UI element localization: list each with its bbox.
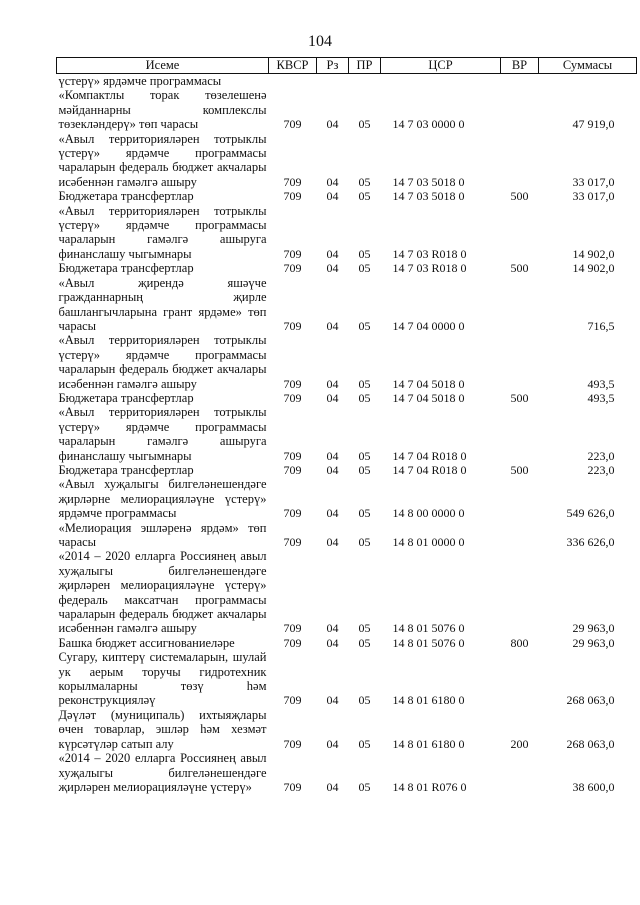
cell-vr: 500 [510, 189, 529, 204]
cell-kvsr: 709 [283, 736, 302, 751]
cell-pr: 05 [358, 635, 371, 650]
cell-rz: 04 [326, 246, 339, 261]
table-row [57, 405, 637, 463]
page-number: 104 [308, 33, 332, 50]
cell-rz: 04 [326, 506, 339, 521]
table-row [57, 74, 637, 89]
cell-sum [539, 74, 637, 89]
cell-kvsr: 709 [283, 462, 302, 477]
cell-csr: 14 8 00 0000 0 [392, 506, 465, 521]
cell-vr [501, 650, 539, 708]
cell-vr [501, 74, 539, 89]
table-body [57, 74, 637, 795]
cell-vr [501, 549, 539, 635]
cell-pr: 05 [358, 693, 371, 708]
cell-csr: 14 7 04 5018 0 [392, 390, 465, 405]
cell-pr: 05 [358, 448, 371, 463]
cell-pr: 05 [358, 506, 371, 521]
cell-pr: 05 [358, 736, 371, 751]
cell-csr: 14 8 01 5076 0 [392, 621, 465, 636]
cell-pr: 05 [358, 621, 371, 636]
cell-name: Бюджетара трансфертлар [58, 462, 194, 477]
table-row [57, 189, 637, 203]
cell-rz: 04 [326, 318, 339, 333]
table-row [57, 391, 637, 405]
cell-csr: 14 8 01 6180 0 [392, 736, 465, 751]
cell-csr: 14 8 01 5076 0 [392, 635, 465, 650]
table-row [57, 132, 637, 190]
cell-kvsr: 709 [283, 261, 302, 276]
cell-rz: 04 [326, 462, 339, 477]
cell-rz: 04 [326, 117, 339, 132]
cell-vr [501, 521, 539, 550]
cell-kvsr: 709 [283, 318, 302, 333]
cell-name: Дәүләт (муниципаль) ихтыяҗлары өчен товарлар, эшләр һәм хезмәт күрсәтүләр сатып алу [58, 707, 267, 751]
budget-table [56, 57, 637, 794]
cell-sum: 33 017,0 [572, 174, 615, 189]
cell-rz: 04 [326, 621, 339, 636]
cell-rz: 04 [326, 779, 339, 794]
table-row [57, 549, 637, 635]
cell-sum: 336 626,0 [566, 535, 615, 549]
table-row [57, 708, 637, 751]
table-row [57, 636, 637, 650]
cell-pr: 05 [358, 189, 371, 204]
table-row [57, 261, 637, 275]
cell-rz: 04 [326, 261, 339, 276]
cell-csr: 14 7 03 R018 0 [392, 261, 467, 276]
table-row [57, 204, 637, 262]
cell-name: Бюджетара трансфертлар [58, 261, 194, 276]
cell-sum: 33 017,0 [572, 189, 615, 204]
cell-kvsr: 709 [283, 635, 302, 650]
cell-sum: 38 600,0 [572, 779, 615, 794]
cell-name: Сугару, киптерү системаларын, шулай ук аерым торучы гидротехник корылмаларны төзү һәм реконструкцияләү [58, 650, 267, 708]
cell-vr [501, 204, 539, 262]
cell-kvsr: 709 [283, 390, 302, 405]
cell-rz: 04 [326, 535, 339, 549]
cell-sum: 29 963,0 [572, 621, 615, 636]
cell-csr: 14 7 04 5018 0 [392, 376, 465, 391]
cell-kvsr: 709 [283, 117, 302, 132]
cell-sum: 716,5 [587, 318, 615, 333]
cell-sum: 549 626,0 [566, 506, 615, 521]
cell-name: «Авыл территорияләрен тотрыклы үстерү» ярдәмче программасы чараларын федераль бюджет акчалары исәбеннән гамәлгә ашыру [58, 131, 267, 189]
cell-name: Башка бюджет ассигнованиеләре [58, 635, 235, 650]
cell-csr: 14 7 04 R018 0 [392, 462, 467, 477]
cell-kvsr: 709 [283, 535, 302, 549]
cell-name: үстерү» ярдәмче программасы [58, 74, 222, 88]
cell-kvsr: 709 [283, 174, 302, 189]
cell-vr [501, 132, 539, 190]
cell-name: «Авыл территорияләрен тотрыклы үстерү» ярдәмче программасы чараларын гамәлгә ашыруга финанслашу чыгымнары [58, 203, 267, 261]
cell-name: «2014 – 2020 елларга Россиянең авыл хуҗалыгы билгеләнешендәге җирләрен мелиорацияләүне үстерү» федераль максатчан программасы чараларын федераль бюджет акчалары исәбеннән гамәлгә ашыру [58, 549, 267, 636]
cell-pr [349, 74, 381, 89]
cell-vr [501, 751, 539, 794]
header-rz: Рз [317, 58, 349, 74]
cell-vr: 800 [510, 635, 529, 650]
cell-pr: 05 [358, 318, 371, 333]
cell-rz: 04 [326, 736, 339, 751]
cell-csr: 14 7 03 5018 0 [392, 174, 465, 189]
header-name: Исеме [57, 58, 269, 74]
cell-csr: 14 8 01 R076 0 [392, 779, 467, 794]
cell-pr: 05 [358, 246, 371, 261]
cell-sum: 493,5 [587, 376, 615, 391]
cell-kvsr [269, 74, 317, 89]
header-csr: ЦСР [381, 58, 501, 74]
cell-name: «2014 – 2020 елларга Россиянең авыл хуҗалыгы билгеләнешендәге җирләрен мелиорацияләүне үстерү» [58, 751, 267, 794]
cell-sum: 268 063,0 [566, 736, 615, 751]
cell-name: «Авыл территорияләрен тотрыклы үстерү» ярдәмче программасы чараларын гамәлгә ашыруга финанслашу чыгымнары [58, 405, 267, 463]
cell-name: «Компактлы торак төзелешенә мәйданнарны комплекслы төзекләндерү» төп чарасы [58, 88, 267, 132]
cell-vr: 200 [510, 736, 529, 751]
cell-kvsr: 709 [283, 693, 302, 708]
cell-kvsr: 709 [283, 621, 302, 636]
table-header [57, 58, 637, 74]
cell-kvsr: 709 [283, 779, 302, 794]
cell-csr [381, 74, 501, 89]
cell-vr: 500 [510, 261, 529, 276]
table-row [57, 88, 637, 131]
cell-pr: 05 [358, 535, 371, 549]
cell-pr: 05 [358, 174, 371, 189]
cell-sum: 223,0 [587, 448, 615, 463]
table-row [57, 276, 637, 334]
table-row [57, 521, 637, 550]
header-vr: ВР [501, 58, 539, 74]
cell-vr [501, 477, 539, 520]
cell-vr [501, 276, 539, 334]
cell-name: Бюджетара трансфертлар [58, 189, 194, 204]
cell-csr: 14 8 01 0000 0 [392, 535, 465, 549]
cell-sum: 493,5 [587, 390, 615, 405]
cell-name: «Авыл җирендә яшәүче гражданнарның җирле башлангычларына грант ярдәме» төп чарасы [58, 275, 267, 333]
cell-vr: 500 [510, 390, 529, 405]
cell-vr [501, 333, 539, 391]
cell-rz: 04 [326, 448, 339, 463]
header-pr: ПР [349, 58, 381, 74]
cell-pr: 05 [358, 117, 371, 132]
cell-csr: 14 7 04 0000 0 [392, 318, 465, 333]
cell-name: «Мелиорация эшләренә ярдәм» төп чарасы [58, 520, 267, 549]
cell-csr: 14 7 03 5018 0 [392, 189, 465, 204]
cell-csr: 14 7 03 0000 0 [392, 117, 465, 132]
cell-name: «Авыл территорияләрен тотрыклы үстерү» ярдәмче программасы чараларын федераль бюджет акчалары исәбеннән гамәлгә ашыру [58, 333, 267, 391]
table-row [57, 333, 637, 391]
cell-sum: 14 902,0 [572, 246, 615, 261]
cell-kvsr: 709 [283, 189, 302, 204]
cell-pr: 05 [358, 376, 371, 391]
cell-rz [317, 74, 349, 89]
table-row [57, 751, 637, 794]
cell-sum: 223,0 [587, 462, 615, 477]
header-sum: Суммасы [539, 58, 637, 74]
cell-sum: 29 963,0 [572, 635, 615, 650]
cell-pr: 05 [358, 261, 371, 276]
cell-csr: 14 8 01 6180 0 [392, 693, 465, 708]
cell-pr: 05 [358, 390, 371, 405]
cell-vr [501, 88, 539, 131]
cell-rz: 04 [326, 635, 339, 650]
cell-sum: 14 902,0 [572, 261, 615, 276]
cell-name: «Авыл хуҗалыгы билгеләнешендәге җирләрне мелиорацияләүне үстерү» ярдәмче программасы [58, 477, 267, 521]
cell-rz: 04 [326, 693, 339, 708]
table-row [57, 477, 637, 520]
cell-sum: 47 919,0 [572, 117, 615, 132]
table-row [57, 650, 637, 708]
cell-pr: 05 [358, 779, 371, 794]
cell-vr [501, 405, 539, 463]
table-row [57, 463, 637, 477]
cell-pr: 05 [358, 462, 371, 477]
cell-vr: 500 [510, 462, 529, 477]
cell-rz: 04 [326, 390, 339, 405]
cell-csr: 14 7 04 R018 0 [392, 448, 467, 463]
cell-rz: 04 [326, 376, 339, 391]
cell-kvsr: 709 [283, 246, 302, 261]
cell-kvsr: 709 [283, 448, 302, 463]
cell-kvsr: 709 [283, 376, 302, 391]
cell-rz: 04 [326, 174, 339, 189]
cell-csr: 14 7 03 R018 0 [392, 246, 467, 261]
cell-sum: 268 063,0 [566, 693, 615, 708]
header-kvsr: КВСР [269, 58, 317, 74]
cell-rz: 04 [326, 189, 339, 204]
cell-kvsr: 709 [283, 506, 302, 521]
cell-name: Бюджетара трансфертлар [58, 390, 194, 405]
